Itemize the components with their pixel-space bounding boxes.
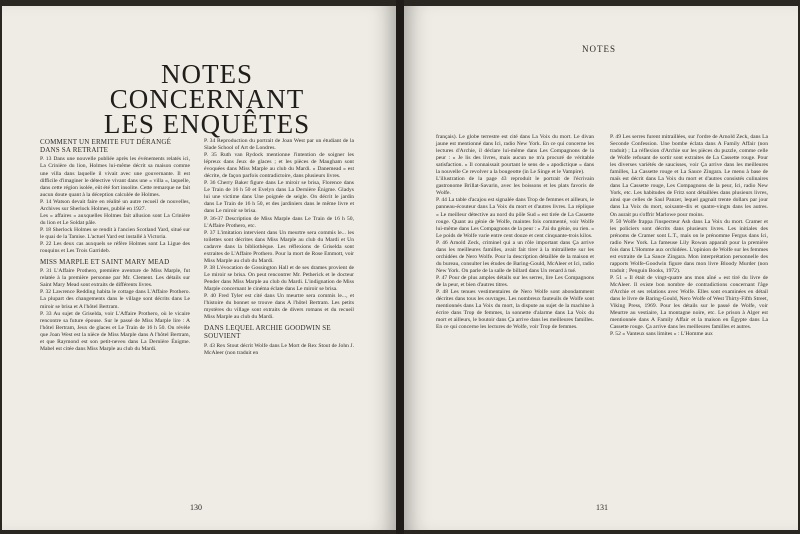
note-paragraph: P. 51 « Il était de vingt-quatre ans mon aîné » est tiré du livre de McAleer. Il existe bon nombre de contradictions concernant l'âge d'Archie et ses relations avec Wolfe. Elles sont examinées en détail dans le livre de Baring-Gould, Nero Wolfe of West Thirty-Fifth Street, Viking Press, 1969. Pour les détails sur le passé de Wolfe, voir Meurtre au vestiaire, La montagne noire, etc. Le prison à Alger est mentionnée dans A Family Affair et la maison en Égypte dans La Cassette rouge. Ça arrive dans les meilleures familles et autres. (610, 274, 768, 331)
note-paragraph: P. 44 La table d'acajou est signalée dans Trop de femmes et ailleurs, le panneau-écouteur dans La Voix du mort et d'autres livres. La réplique « Le meilleur détective au nord du pôle Sud » est tirée de La Cassette rouge. Quant au génie de Wolfe, maintes fois commenté, voir Wolfe lui-même dans Les Compagnons de la peur : « J'ai du génie, ou rien. » Le poids de Wolfe varie entre cent douze et cent cinquante-trois kilos. (436, 197, 594, 239)
note-paragraph: P. 46 Arnold Zeck, criminel qui a un rôle important dans Ça arrive dans les meilleures familles, avait fait tirer à la mitraillette sur les orchidées de Nero Wolfe. Pour la description détaillée de la maison et du bureau, consulter les études de Baring-Gould, McAleer et Ici, radio New York. On parle de la salle de billard dans Un renard à tué. (436, 239, 594, 274)
note-paragraph: P. 50 Wolfe frappa l'inspecteur Ash dans La Voix du mort. Cramer et les policiers sont décrits dans plusieurs livres. Les initiales des prénoms de Cramer sont L.T., mais on le prénomme Fergus dans Ici, radio New York. La fameuse Lily Rowan apparaît pour la première fois dans L'Homme aux orchidées. L'opinion de Wolfe sur les femmes est extraite de La Sauce Zingara. Mon interprétation personnelle des rapports Wolfe-Goodwin figure dans mon livre Bloody Murder (non traduit ; Penguin Books, 1972). (610, 218, 768, 274)
book-gutter (396, 0, 404, 534)
title-line-2: CONCERNANT LES ENQUÊTES (103, 84, 311, 139)
page-title (102, 59, 312, 139)
note-paragraph: P. 36 Cherry Baker figure dans Le miroir se brisa, Florence dans Le Train de 16 h 50 et Evelyn dans La Dernière Énigme. Gladys lui une victime dans Une poignée de seigle. On décrit le jardin dans Le Train de 16 h 50, et des jardiniers dans le même livre et dans Le miroir se brisa. (204, 180, 354, 215)
note-paragraph: P. 43 Rex Stout décrit Wolfe dans Le Mort de Rex Stout de John J. McAleer (non traduit en (204, 342, 354, 356)
note-paragraph: français). Le globe terrestre est cité dans La Voix du mort. Le divan jaune est mentionné dans Ici, radio New York. En ce qui concerne les lectures d'Archie, il déclare lui-même dans Les Compagnons de la peur : « Je lis des livres, mais aucun ne m'a procuré de véritable satisfaction. » Il connaissait pourtant le sens de « apodictique » dans la nouvelle Ce revolver a la bougeotte (in Le Singe et le Vampire). (436, 134, 594, 176)
right-page (404, 6, 798, 530)
running-head: NOTES (582, 44, 616, 54)
note-paragraph: P. 34 Reproduction du portrait de Joan West par un étudiant de la Slade School of Art de Londres. (204, 138, 354, 152)
title-line-1: NOTES (161, 59, 253, 89)
section-heading: DANS LEQUEL ARCHIE GOODWIN SE SOUVIENT (204, 324, 331, 341)
note-paragraph: P. 32 Lawrence Redding habita le cottage dans L'Affaire Prothero. La plupart des changements dans le village sont décrits dans Le miroir se brisa et A l'hôtel Bertram. (40, 289, 190, 310)
note-paragraph: P. 31 L'Affaire Prothero, première aventure de Miss Marple, fut relatée à la première personne par Mr. Clement. Les détails sur Saint Mary Mead sont extraits de différents livres. (40, 268, 190, 289)
right-column-2 (610, 134, 768, 338)
left-column-1 (40, 138, 190, 353)
left-page (2, 6, 396, 530)
page-number: 130 (190, 503, 202, 512)
note-paragraph: P. 52 « Vanteux sans limites » : L'Homme aux (610, 331, 713, 338)
note-paragraph: P. 36-37 Description de Miss Marple dans Le Train de 16 h 50, L'Affaire Prothero, etc. (204, 215, 354, 229)
left-column-2 (204, 138, 354, 357)
note-paragraph: P. 37 L'imitation intervient dans Un meurtre sera commis le... les toilettes sont décrites dans Miss Marple au club du Mardi et Un cadavre dans la bibliothèque. Les réflexions de Griselda sont extraites de L'Affaire Prothero. Pour la mort de Rose Emmott, voir Miss Marple au club du Mardi. (204, 229, 354, 264)
note-paragraph: P. 13 Dans une nouvelle publiée après les événements relatés ici, La Crinière du lion, Holmes lui-même décrit sa maison comme une villa dans laquelle il vivait avec une gouvernante. Il est difficile d'imaginer le détective vivant dans une « villa », laquelle, dans cette région isolée, eût été fort insolite. Cette remarque ne fait aucun doute quant à la déception calculée de Holmes. (40, 156, 190, 198)
note-paragraph: P. 18 Sherlock Holmes se rendit à l'ancien Scotland Yard, situé sur le quai de la Tamise. L'actuel Yard est installé à Victoria. (40, 226, 190, 240)
note-paragraph: P. 14 Watson devait faire en réalité un autre recueil de nouvelles, Archives sur Sherlock Holmes, publié en 1927. (40, 198, 190, 212)
note-paragraph: P. 47 Pour de plus amples détails sur les serres, lire Les Compagnons de la peur, et bien d'autres titres. (436, 274, 594, 288)
note-paragraph: P. 38 L'évocation de Gossington Hall et de ses drames provient de Le miroir se brisa. On peut rencontrer Mr. Petherick et le docteur Pender dans Miss Marple au club du Mardi. L'indignation de Miss Marple concernant le cinéma éclate dans Le miroir se brisa. (204, 264, 354, 292)
note-paragraph: P. 40 Fred Tyler est cité dans Un meurtre sera commis le..., et l'histoire du bonnet se trouve dans A l'hôtel Bertram. Les petits mystères du village sont extraits de divers romans et du recueil Miss Marple au club du Mardi. (204, 293, 354, 321)
note-paragraph: P. 35 Ruth van Rydock mentionne l'intention de soigner les lépreux dans Jeux de glaces ; et les pièces de Maugham sont évoquées dans Miss Marple au club du Mardi. « Danemead » est décrite, de façon parfois contradictoire, dans plusieurs livres. (204, 152, 354, 180)
note-paragraph: P. 49 Les serres furent mitraillées, sur l'ordre de Arnold Zeck, dans La Seconde Confession. Une bombe éclata dans A Family Affair (non traduit) ; La réflexion d'Archie sur les pièces du puzzle, comme celle de Wolfe refusant de sortir sont extraites de La Cassette rouge. Pour les diverses variétés de saucisses, voir Ça arrive dans les meilleures familles, La Cassette rouge et La Sauce Zingara. Le menu à base de maïs est décrit dans La Voix du mort et d'autres consistés culinaires dans La Cassette rouge, Les Compagnons de la peur, Ici, radio New York, etc. Les habitudes de Fritz sont détaillées dans plusieurs livres, ainsi que celles de Saul Panzer, lequel gagnait trente dollars par jour dans La Voix du mort, soixante-dix et quatre-vingts dans les autres. On aurait pu s'offrir Marlowe pour moins. (610, 134, 768, 218)
note-paragraph: P. 48 Les tenues vestimentaires de Nero Wolfe sont abondamment décrites dans tous les ouvrages. Les nombreux fauteuils de Wolfe sont mentionnés dans La Voix du mort, la dispute au sujet de la machine à écrire dans Trop de femmes, la sonnette d'alarme dans La Voix du mort et ailleurs, le boutoir dans Ça arrive dans les meilleures familles. En ce qui concerne les lectures de Wolfe, voir Trop de femmes. (436, 289, 594, 331)
page-number: 131 (596, 503, 608, 512)
note-paragraph: Les « affaires » auxquelles Holmes fait allusion sont La Crinière du lion et Le Soldat pâle. (40, 212, 190, 226)
note-paragraph: P. 33 Au sujet de Griselda, voir L'Affaire Prothero, où le vicaire rencontre sa future épouse. Sur le passé de Miss Marple lire : A l'hôtel Bertram, Jeux de glaces et Le Train de 16 h 50. On révèle que Joan West est la nièce de Miss Marple dans A l'hôtel Bertram, et que Raymond est son petit-neveu dans La Dernière Énigme. Mabel est citée dans Miss Marple au club du Mardi. (40, 310, 190, 352)
right-column-1 (436, 134, 594, 331)
note-paragraph: L'illustration de la page 43 reproduit le portrait de l'écrivain gastronome Brillat-Savarin, avec les boissons et les plats favoris de Wolfe. (436, 176, 594, 197)
note-paragraph: P. 22 Les deux cas auxquels se réfère Holmes sont La Ligue des rouquins et Les Trois Garrideb. (40, 240, 190, 255)
section-heading: COMMENT UN ERMITE FUT DÉRANGÉ DANS SA RETRAITE (40, 138, 172, 155)
section-heading: MISS MARPLE ET SAINT MARY MEAD (40, 258, 170, 267)
